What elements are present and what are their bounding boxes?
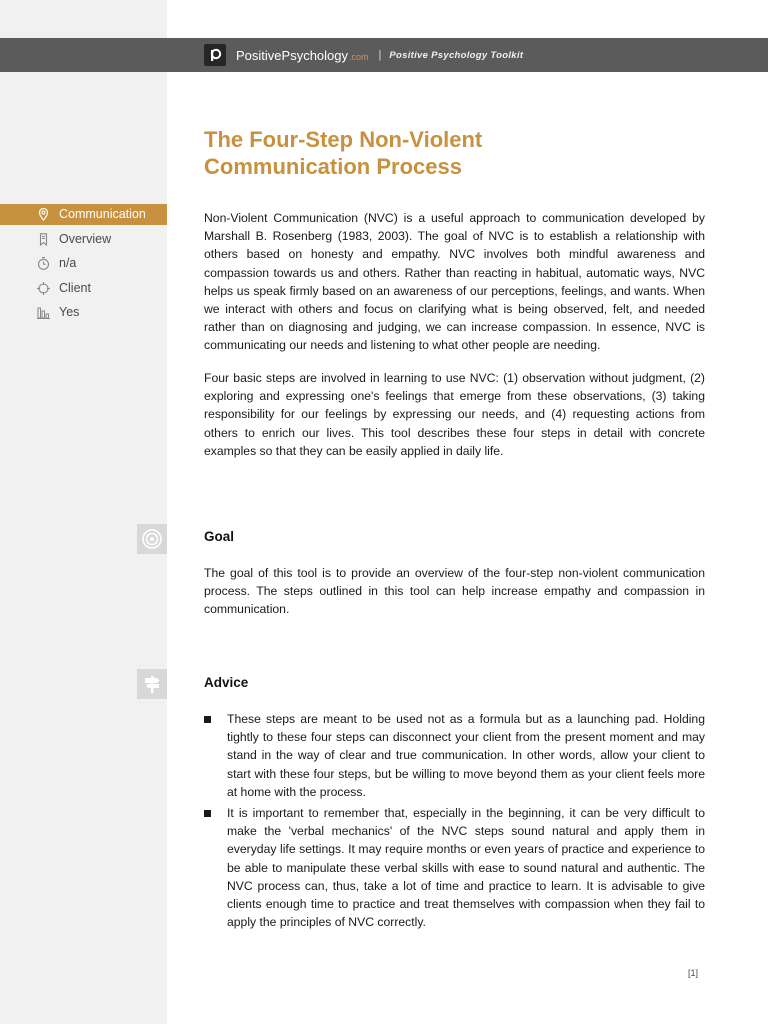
signpost-icon (137, 669, 167, 699)
positivepsychology-logo-icon (204, 44, 226, 66)
intro-paragraph-2: Four basic steps are involved in learning to use NVC: (1) observation without judgment, (2) exploring and expressing one's feelings that emerge from these observations, (3) taking responsibility for our feelings by expressing our needs, and (4) requesting actions from others to enrich our lives. This tool describes these four steps in detail with concrete examples so that they can be easily applied in daily life. (204, 371, 705, 458)
sidebar-item-client (0, 278, 167, 299)
sidebar-item-self-help (0, 302, 167, 323)
advice-list (204, 710, 705, 934)
advice-heading: Advice (204, 675, 249, 690)
toolkit-subtitle: Positive Psychology Toolkit (389, 49, 524, 61)
sidebar-item-overview (0, 229, 167, 250)
brand-header (204, 44, 523, 66)
sidebar-item-communication (0, 204, 167, 225)
list-item (204, 804, 705, 931)
crosshair-icon (36, 281, 51, 296)
sidebar-item-label: Overview (59, 231, 112, 246)
bullet-square-icon (204, 810, 211, 817)
bookmark-icon (36, 232, 51, 247)
sidebar-item-label: Client (59, 280, 91, 295)
page-title: The Four-Step Non-Violent Communication Process (204, 127, 483, 179)
bar-chart-icon (36, 305, 51, 320)
sidebar-item-label: Communication (59, 207, 146, 221)
page-number: [1] (688, 968, 699, 978)
location-pin-icon (36, 207, 51, 222)
advice-bullet-text: It is important to remember that, especially in the beginning, it can be very difficult to make the 'verbal mechanics' of the NVC steps sound natural and apply them in everyday life settings. It may require months or even years of practice and experience to be able to manipulate these verbal skills with ease to sound natural and authentic. The NVC process can, thus, take a lot of time and practice to learn. It is advisable to give clients enough time to practice and treat themselves with compassion when they fail to apply the principles of NVC correctly. (227, 806, 705, 930)
sidebar-item-label: Yes (59, 305, 80, 319)
brand-tld: .com (349, 52, 369, 62)
advice-bullet-text: These steps are meant to be used not as a formula but as a launching pad. Holding tightly to these four steps can disconnect your client from the present moment and may stand in the way of clear and true communication. In other words, allow your client to start with these four steps, but be willing to move beyond them as your client feels more at home with the process. (227, 712, 705, 799)
bullet-square-icon (204, 716, 211, 723)
sidebar-item-label: n/a (59, 256, 77, 270)
sidebar-panel (0, 0, 167, 1024)
list-item (204, 710, 705, 801)
stopwatch-icon (36, 256, 51, 271)
intro-paragraph-1: Non-Violent Communication (NVC) is a useful approach to communication developed by Marshall B. Rosenberg (1983, 2003). The goal of NVC is to establish a relationship with others based on honesty and empathy. NVC involves both mindful awareness and compassion towards us and others. Rather than reacting in habitual, automatic ways, NVC helps us speak firmly based on an awareness of our perceptions, feelings, and wants. When we interact with others and focus on clarifying what is being observed, felt, and needed rather than on diagnosing and judging, we can increase compassion. In essence, NVC is communicating our needs and listening to what other people are needing. (204, 211, 705, 353)
goal-paragraph: The goal of this tool is to provide an overview of the four-step non-violent communication process. The steps outlined in this tool can help increase empathy and compassion in communication. (204, 566, 705, 617)
sidebar-item-duration (0, 253, 167, 274)
brand-name: PositivePsychology (236, 47, 348, 63)
sidebar-nav (0, 204, 167, 327)
goal-heading: Goal (204, 529, 235, 544)
target-icon (137, 524, 167, 554)
brand-separator: | (378, 49, 382, 61)
